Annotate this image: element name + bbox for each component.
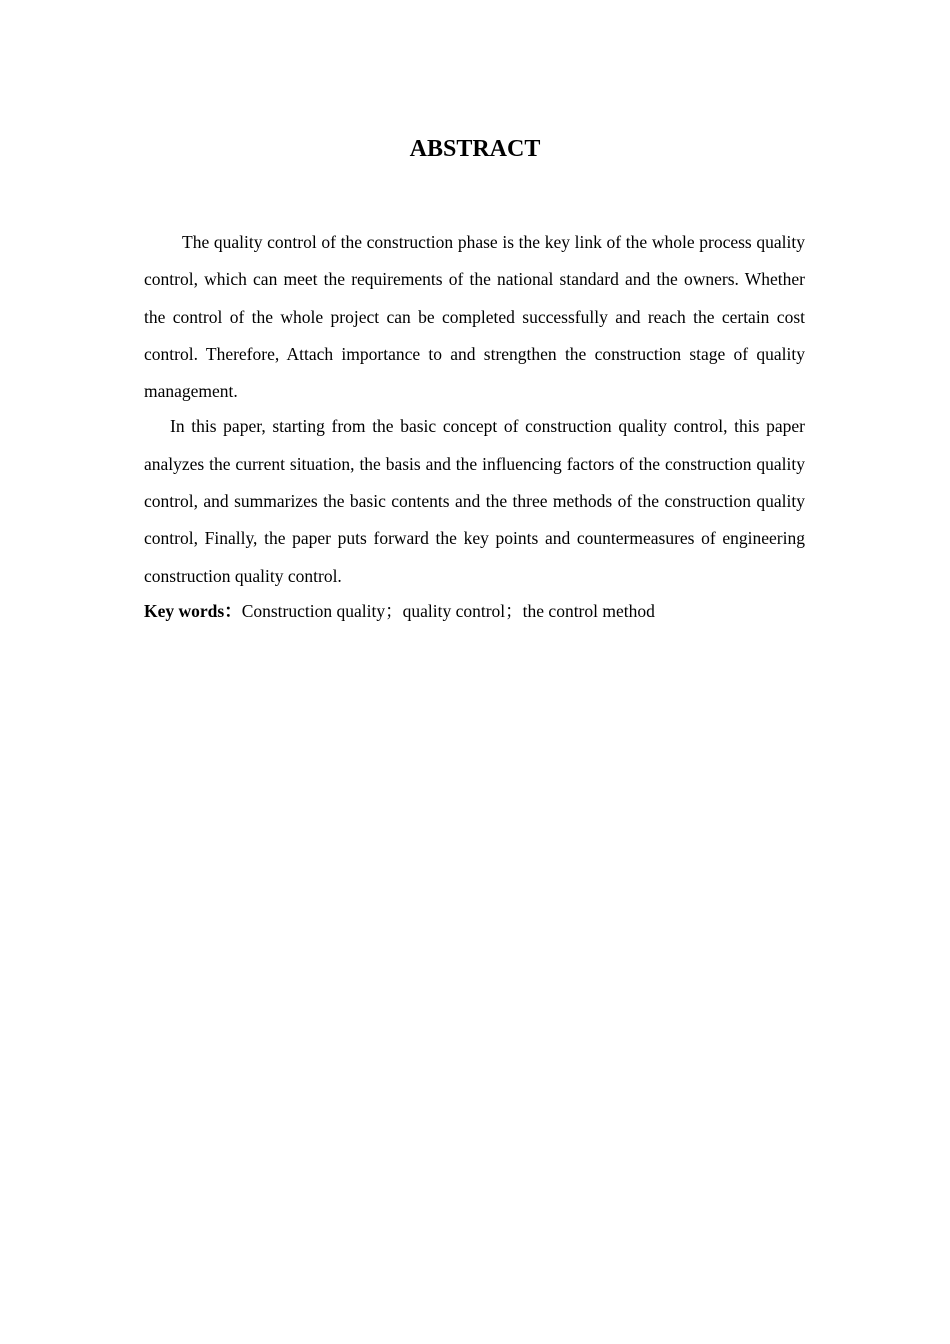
keyword-item: the control method <box>522 600 655 621</box>
abstract-paragraph-2: In this paper, starting from the basic concept of construction quality control, this paper analyzes the current situation, the basis and the influencing factors of the construction quality control, and summarizes the basic contents and the three methods of the construction quality control, Finally, the paper puts forward the key points and countermeasures of engineering construction quality control. <box>144 416 805 586</box>
abstract-paragraph-1: The quality control of the construction phase is the key link of the whole process quality control, which can meet the requirements of the national standard and the owners. Whether the control of the whole project can be completed successfully and reach the certain cost control. Therefore, Attach importance to and strengthen the construction stage of quality management. <box>144 232 805 402</box>
keyword-item: quality control； <box>402 600 523 621</box>
keyword-item: Construction quality； <box>241 600 403 621</box>
abstract-title: ABSTRACT <box>409 136 541 162</box>
keywords-label: Key words： <box>144 600 242 621</box>
abstract-body <box>144 224 805 630</box>
keywords-line <box>144 593 805 630</box>
